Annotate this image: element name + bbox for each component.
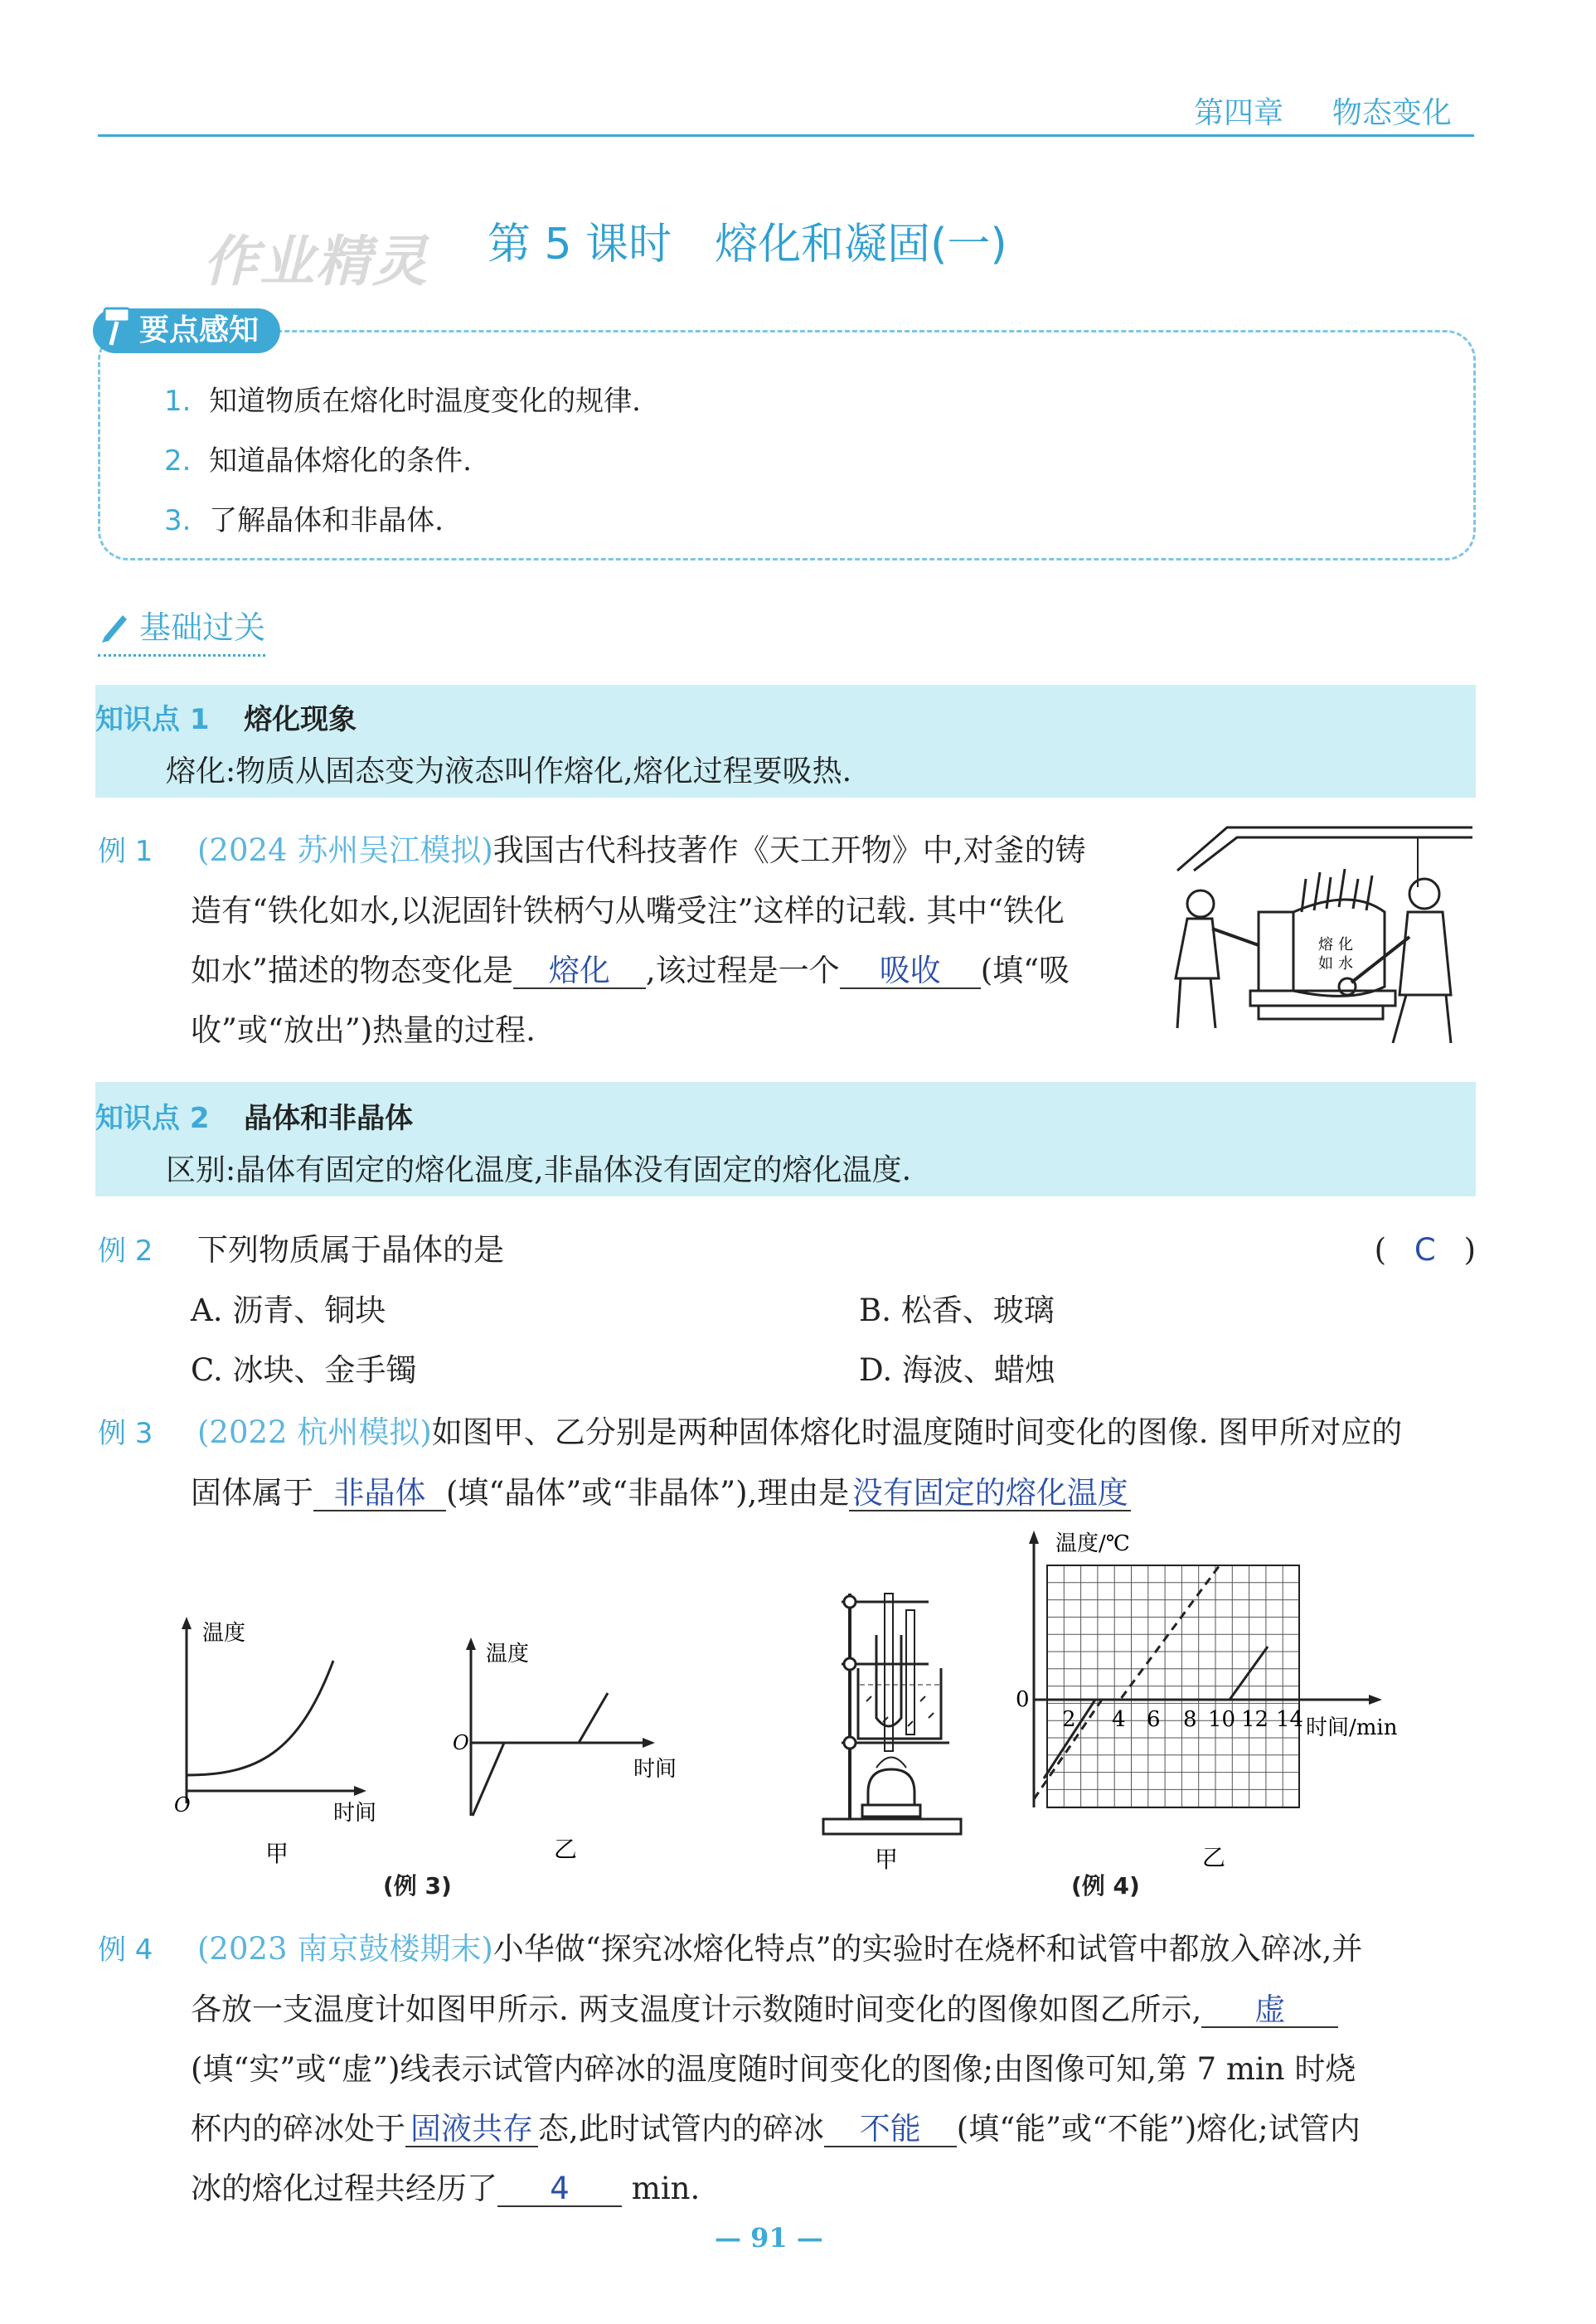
ex1-casting-illustration [1161,821,1476,1051]
kp2-tag: 知识点 2 [95,1102,210,1135]
ex4-label: 例 4 [98,1933,153,1967]
kp1-tag: 知识点 1 [95,703,210,736]
kp2-title: 晶体和非晶体 [244,1102,414,1135]
key-point-item: 1. 知道物质在熔化时温度变化的规律. [164,385,641,418]
svg-text:化: 化 [1338,936,1353,953]
ex2-label: 例 2 [98,1235,153,1268]
ex3-label: 例 3 [98,1417,153,1450]
fig4-yi-tick: 6 [1147,1707,1161,1732]
example-1: 例 1 (2024 苏州吴江模拟)我国古代科技著作《天工开物》中,对釜的铸 造有“铁化如水,以泥固针铁柄勺从嘴受注”这样的记载. 其中“铁化 如水”描述的物态变化是 熔化 ,该过程是一个 吸收 (填“吸 收”或“放出”)热量的过程. [98,832,1086,1048]
fig3-yi-origin: O [453,1731,469,1754]
ex2-question: 下列物质属于晶体的是 [196,1232,504,1268]
page-number: — 91 — [715,2222,823,2254]
chapter-header [1194,90,1452,132]
fig4-yi-name: 乙 [1202,1844,1226,1871]
svg-text:如: 如 [1318,955,1333,973]
ex3-answer-1: 非晶体 [313,1477,446,1511]
ex2-option-b: B. 松香、玻璃 [859,1293,1055,1328]
ex1-answer-2: 吸收 [840,955,981,989]
kp1-title: 熔化现象 [244,703,357,736]
ex3-answer-2: 没有固定的熔化温度 [849,1477,1131,1511]
fig4-graph-yi [991,1526,1422,1874]
ex2-option-a: A. 沥青、铜块 [191,1293,386,1328]
fig3-jia-xlabel: 时间 [333,1801,377,1826]
lesson-title: 第 5 课时 熔化和凝固(一) [488,220,1007,269]
svg-text:熔: 熔 [1318,936,1333,953]
fig4-apparatus-jia [808,1577,974,1875]
fig4-yi-tick: 10 [1208,1707,1236,1732]
kp1-content: 熔化:物质从固态变为液态叫作熔化,熔化过程要吸热. [166,754,852,788]
watermark: 作业精灵 [203,230,429,294]
fig3-graph-yi [438,1633,703,1870]
fig4-yi-tick: 4 [1112,1707,1126,1732]
ex2-option-d: D. 海波、蜡烛 [859,1352,1055,1388]
example-3: 例 3 (2022 杭州模拟)如图甲、乙分别是两种固体熔化时温度随时间变化的图像. 图甲所对应的 固体属于 非晶体 (填“晶体”或“非晶体”),理由是没有固定的熔化温度 [98,1414,1403,1511]
ex4-answer-2: 固液共存 [405,2113,538,2147]
ex4-answer-3: 不能 [824,2113,957,2147]
key-points-label: 要点感知 [93,308,280,353]
ex4-answer-4: 4 [497,2173,622,2207]
ex1-answer-1: 熔化 [513,955,646,989]
knowledge-point-2 [95,1082,1476,1196]
fig3-graph-jia [149,1613,398,1870]
svg-text:水: 水 [1338,955,1353,973]
fig3-jia-name: 甲 [265,1840,289,1867]
key-point-item: 2. 知道晶体熔化的条件. [164,444,472,478]
fig4-yi-zero: 0 [1016,1687,1030,1712]
fig4-caption: (例 4) [1071,1872,1140,1899]
ex1-label: 例 1 [98,835,153,868]
fig3-yi-ylabel: 温度 [486,1642,530,1667]
fig4-yi-tick: 14 [1276,1707,1304,1732]
knowledge-point-1 [95,685,1476,798]
pin-icon [99,303,136,363]
pencil-icon [98,610,129,651]
ex2-answer: C [1414,1232,1436,1268]
ex1-source: (2024 苏州吴江模拟) [196,832,493,868]
ex4-source: (2023 南京鼓楼期末) [196,1931,493,1967]
fig3-jia-ylabel: 温度 [202,1621,246,1646]
ex4-answer-1: 虚 [1201,1994,1338,2028]
kp2-content: 区别:晶体有固定的熔化温度,非晶体没有固定的熔化温度. [166,1153,912,1187]
fig3-caption: (例 3) [383,1872,452,1899]
fig4-yi-xlabel: 时间/min [1306,1715,1398,1740]
chapter-title: 物态变化 [1332,96,1452,130]
fig3-jia-origin: O [174,1793,191,1817]
basic-section-label: 基础过关 [98,602,265,657]
fig4-jia-name: 甲 [875,1846,899,1873]
key-point-item: 3. 了解晶体和非晶体. [164,504,444,537]
fig4-yi-tick: 12 [1241,1707,1269,1732]
ex3-source: (2022 杭州模拟) [196,1414,432,1450]
fig4-yi-tick: 8 [1183,1707,1197,1732]
example-2: 例 2 下列物质属于晶体的是 ( C ) A. 沥青、铜块 B. 松香、玻璃 C. 冰块、金手镯 D. 海波、蜡烛 [98,1220,1476,1400]
chapter-number: 第四章 [1194,96,1284,130]
fig3-yi-xlabel: 时间 [633,1757,677,1782]
header-rule [98,134,1474,137]
fig4-yi-ylabel: 温度/℃ [1055,1531,1130,1556]
key-points-list [164,371,641,551]
ex2-option-c: C. 冰块、金手镯 [191,1352,417,1388]
fig3-yi-name: 乙 [554,1836,578,1863]
fig4-yi-tick: 2 [1062,1707,1076,1732]
example-4: 例 4 (2023 南京鼓楼期末)小华做“探究冰熔化特点”的实验时在烧杯和试管中都放入碎冰,并 各放一支温度计如图甲所示. 两支温度计示数随时间变化的图像如图乙所示, 虚 (填“实”或“虚”)线表示试管内碎冰的温度随时间变化的图像;由图像可知,第 7 min 时烧 杯内的碎冰处于 固液共存 态,此时试管内的碎冰 不能 (填“能”或“不能”)熔化;试管内 冰的熔化过程共经历了 4 min. [98,1931,1363,2206]
